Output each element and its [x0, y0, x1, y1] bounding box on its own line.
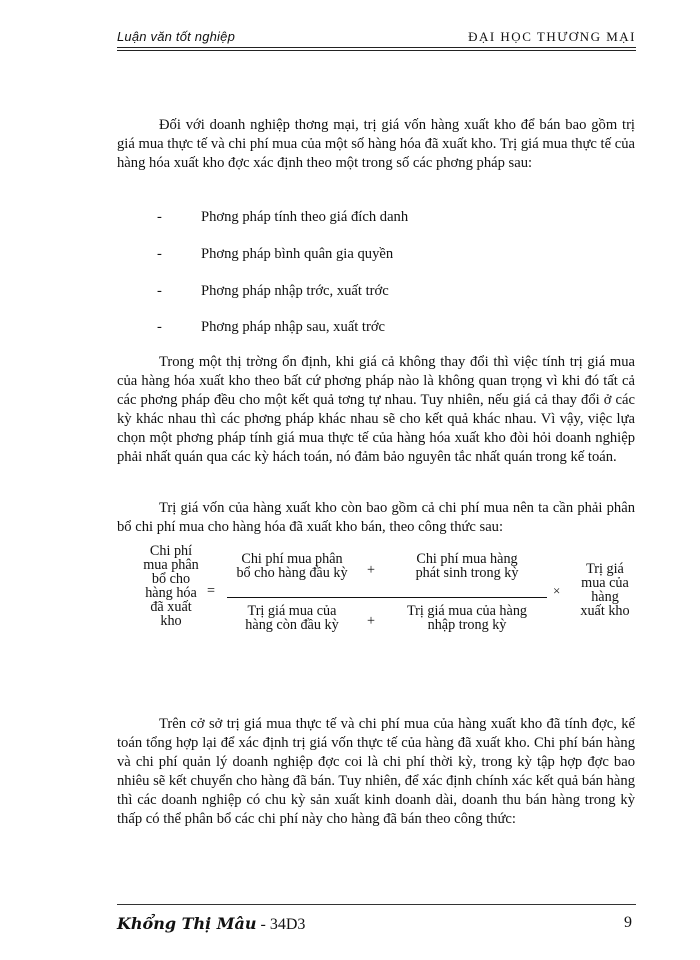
allocation-formula — [117, 540, 657, 635]
method-list-item — [157, 246, 393, 263]
paragraph-cost-allocation: Trị giá vốn của hàng xuất kho còn bao gồm cả chi phí mua nên ta cần phải phân bổ chi phí mua cho hàng hóa đã xuất kho bán, theo công thức sau: — [117, 500, 635, 535]
page-number: 9 — [624, 914, 632, 931]
formula-denominator-term-1 — [227, 604, 357, 632]
formula-term-line: Trị giá mua của — [247, 603, 337, 619]
formula-term-line: hàng còn đầu kỳ — [245, 617, 339, 633]
formula-lhs-line: kho — [160, 613, 182, 629]
formula-lhs — [139, 544, 203, 628]
formula-lhs-line: mua phân — [143, 557, 199, 573]
formula-term-line: nhập trong kỳ — [427, 617, 507, 633]
formula-rhs-line: hàng — [591, 589, 619, 605]
header-divider — [117, 47, 636, 48]
author-name: Khổng Thị Mâu — [117, 914, 257, 933]
method-label: Phơng pháp tính theo giá đích danh — [201, 209, 409, 225]
method-list-item — [157, 319, 385, 336]
method-label: Phơng pháp nhập trớc, xuất trớc — [201, 283, 389, 299]
formula-term-line: Chi phí mua phân — [241, 551, 343, 567]
formula-term-line: Trị giá mua của hàng — [406, 603, 528, 619]
method-list-item — [157, 209, 408, 226]
method-label: Phơng pháp nhập sau, xuất trớc — [201, 319, 386, 335]
formula-plus-sign: + — [367, 613, 376, 629]
header-divider-secondary — [117, 50, 636, 51]
formula-numerator-term-1 — [227, 552, 357, 580]
formula-term-line: Chi phí mua hàng — [416, 551, 518, 567]
formula-multiply-sign: × — [553, 583, 561, 598]
formula-lhs-line: Chi phí — [149, 543, 193, 559]
bullet-dash: - — [157, 209, 162, 225]
formula-lhs-line: đã xuất — [150, 599, 192, 615]
bullet-dash: - — [157, 283, 162, 299]
header-thesis-label: Luận văn tốt nghiệp — [117, 29, 236, 44]
formula-rhs-line: mua của — [581, 575, 629, 591]
formula-rhs-line: Trị giá — [586, 561, 624, 577]
paragraph-stable-market: Trong một thị trờng ổn định, khi giá cả không thay đổi thì việc tính trị giá mua của hàng hóa xuất kho theo bất cứ phơng pháp nào là không quan trọng vì khi đó tất cả các phơng pháp đều cho một kết quả tơng tự nhau. Tuy nhiên, nếu giá cả thay đổi ở các kỳ khác nhau thì các phơng pháp khác nhau sẽ cho kết quả khác nhau. Vì vậy, việc lựa chọn một phơng pháp tính giá mua thực tế của hàng hóa xuất kho đòi hỏi doanh nghiệp phải nhất quán qua các kỳ hách toán, nó đảm bảo nguyên tắc nhất quán trong kế toán. — [117, 354, 635, 465]
method-label: Phơng pháp bình quân gia quyền — [201, 246, 394, 262]
bullet-dash: - — [157, 319, 162, 335]
paragraph-summary: Trên cở sở trị giá mua thực tế và chi phí mua của hàng xuất kho đã tính đợc, kế toán tổng hợp lại để xác định trị giá vốn thực tế của hàng đã xuất kho. Chi phí bán hàng và chi phí quản lý doanh nghiệp đợc coi là chi phí thời kỳ, trong kỳ tập hợp đợc bao nhiêu sẽ kết chuyển cho hàng đã bán. Tuy nhiên, để xác định chính xác kết quả bán hàng thì các doanh nghiệp có chu kỳ sản xuất kinh doanh dài, doanh thu bán hàng trong kỳ thấp có thể phân bổ các chi phí này cho hàng đã bán theo công thức: — [117, 716, 635, 827]
formula-numerator-term-2 — [392, 552, 542, 580]
bullet-dash: - — [157, 246, 162, 262]
paragraph-intro: Đối với doanh nghiệp thơng mại, trị giá vốn hàng xuất kho để bán bao gồm trị giá mua thực tế và chi phí mua của một số hàng hóa đã xuất kho. Trị giá mua thực tế của hàng hóa xuất kho đợc xác định theo một trong số các phơng pháp sau: — [117, 117, 635, 171]
footer-author — [117, 914, 305, 934]
formula-term-line: bổ cho hàng đầu kỳ — [236, 565, 348, 581]
formula-lhs-line: hàng hóa — [145, 585, 197, 601]
formula-equals-sign: = — [207, 583, 216, 599]
formula-rhs-line: xuất kho — [580, 603, 630, 619]
method-list-item — [157, 283, 389, 300]
formula-fraction-bar — [227, 597, 547, 598]
formula-lhs-line: bổ cho — [151, 571, 191, 587]
formula-rhs — [570, 562, 640, 618]
header-university-label: ĐẠI HỌC THƯƠNG MẠI — [468, 29, 636, 44]
class-code: - 34D3 — [256, 916, 306, 933]
footer-divider — [117, 904, 636, 905]
formula-plus-sign: + — [367, 562, 376, 578]
formula-term-line: phát sinh trong kỳ — [415, 565, 519, 581]
formula-denominator-term-2 — [392, 604, 542, 632]
